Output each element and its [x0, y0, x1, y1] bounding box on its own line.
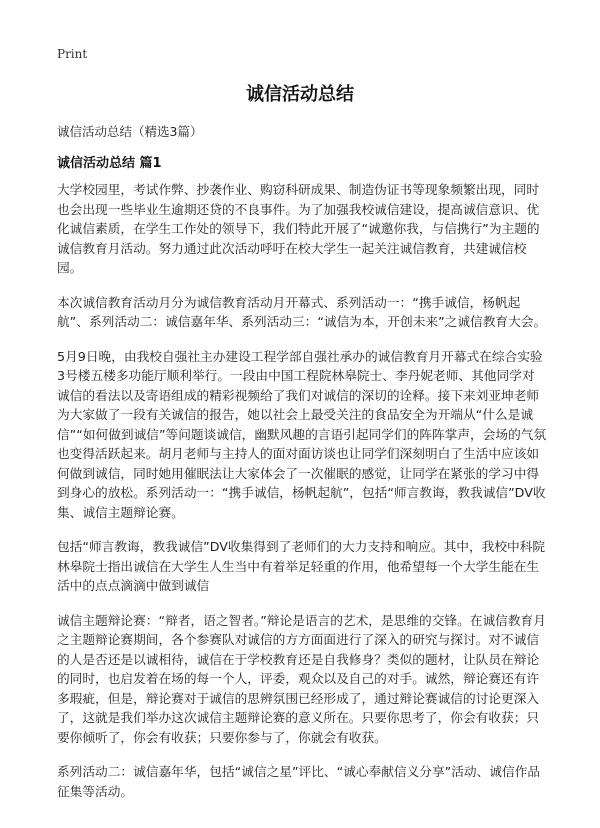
document-body [57, 180, 547, 816]
paragraph: 系列活动二：诚信嘉年华，包括“诚信之星”评比、“诚心奉献信义分享”活动、诚信作品征集等活动。 [57, 764, 541, 799]
print-link[interactable]: Print [57, 47, 88, 61]
paragraph: 本次诚信教育活动月分为诚信教育活动月开幕式、系列活动一：“携手诚信，杨帆起航”、系列活动二：诚信嘉年华、系列活动三：“诚信为本，开创未来”之诚信教育大会。 [57, 294, 547, 329]
paragraph: 诚信主题辩论赛：“辩者，语之智者。”辩论是语言的艺术，是思维的交锋。在诚信教育月之主题辩论赛期间，各个参赛队对诚信的方方面面进行了深入的研究与探讨。对不诚信的人是否还是以诚相待，诚信在于学校教育还是自我修身？类似的题材，让队员在辩论的同时，也启发着在场的每一个人，评委，观众以及自己的对手。诚然，辩论赛还有许多瑕疵，但是，辩论赛对于诚信的思辨氛围已经形成了，通过辩论赛诚信的讨论更深入了，这就是我们举办这次诚信主题辩论赛的意义所在。只要你思考了，你会有收获；只要你倾听了，你会有收获；只要你参与了，你就会有收获。 [57, 612, 546, 745]
document-title: 诚信活动总结 [246, 84, 354, 105]
document-subtitle: 诚信活动总结（精选3篇） [57, 124, 203, 139]
paragraph: 大学校园里，考试作弊、抄袭作业、购窃科研成果、制造伪证书等现象频繁出现，同时也会出现一些毕业生逾期还贷的不良事件。为了加强我校诚信建设，提高诚信意识、优化诚信素质，在学生工作处的领导下，我们特此开展了“诚邀你我，与信携行”为主题的诚信教育月活动。努力通过此次活动呼吁在校大学生一起关注诚信教育，共建诚信校园。 [57, 182, 540, 275]
section-heading: 诚信活动总结 篇1 [57, 156, 162, 171]
paragraph: 5月9日晚，由我校自强社主办建设工程学部自强社承办的诚信教育月开幕式在综合实验3号楼五楼多功能厅顺利举行。一段由中国工程院林皋院士、李丹妮老师、其他同学对诚信的看法以及寄语组成的精彩视频给了我们对诚信的深切的诠释。接下来刘亚坤老师为大家做了一段有关诚信的报告，她以社会上最受关注的食品安全为开端从“什么是诚信”“如何做到诚信”等问题谈诚信，幽默风趣的言语引起同学们的阵阵掌声，会场的气氛也变得活跃起来。胡月老师与主持人的面对面访谈也让同学们深刻明白了生活中应该如何做到诚信，同时她用催眠法让大家体会了一次催眠的感觉，让同学在紧张的学习中得到身心的放松。系列活动一：“携手诚信，杨帆起航”，包括“师言教诲，教我诚信”DV收集、诚信主题辩论赛。 [57, 348, 547, 520]
paragraph: 包括“师言教诲，教我诚信”DV收集得到了老师们的大力支持和响应。其中，我校中科院林皋院士指出诚信在大学生人生当中有着举足轻重的作用，他希望每一个大学生能在生活中的点点滴滴中做到诚信 [57, 539, 546, 593]
